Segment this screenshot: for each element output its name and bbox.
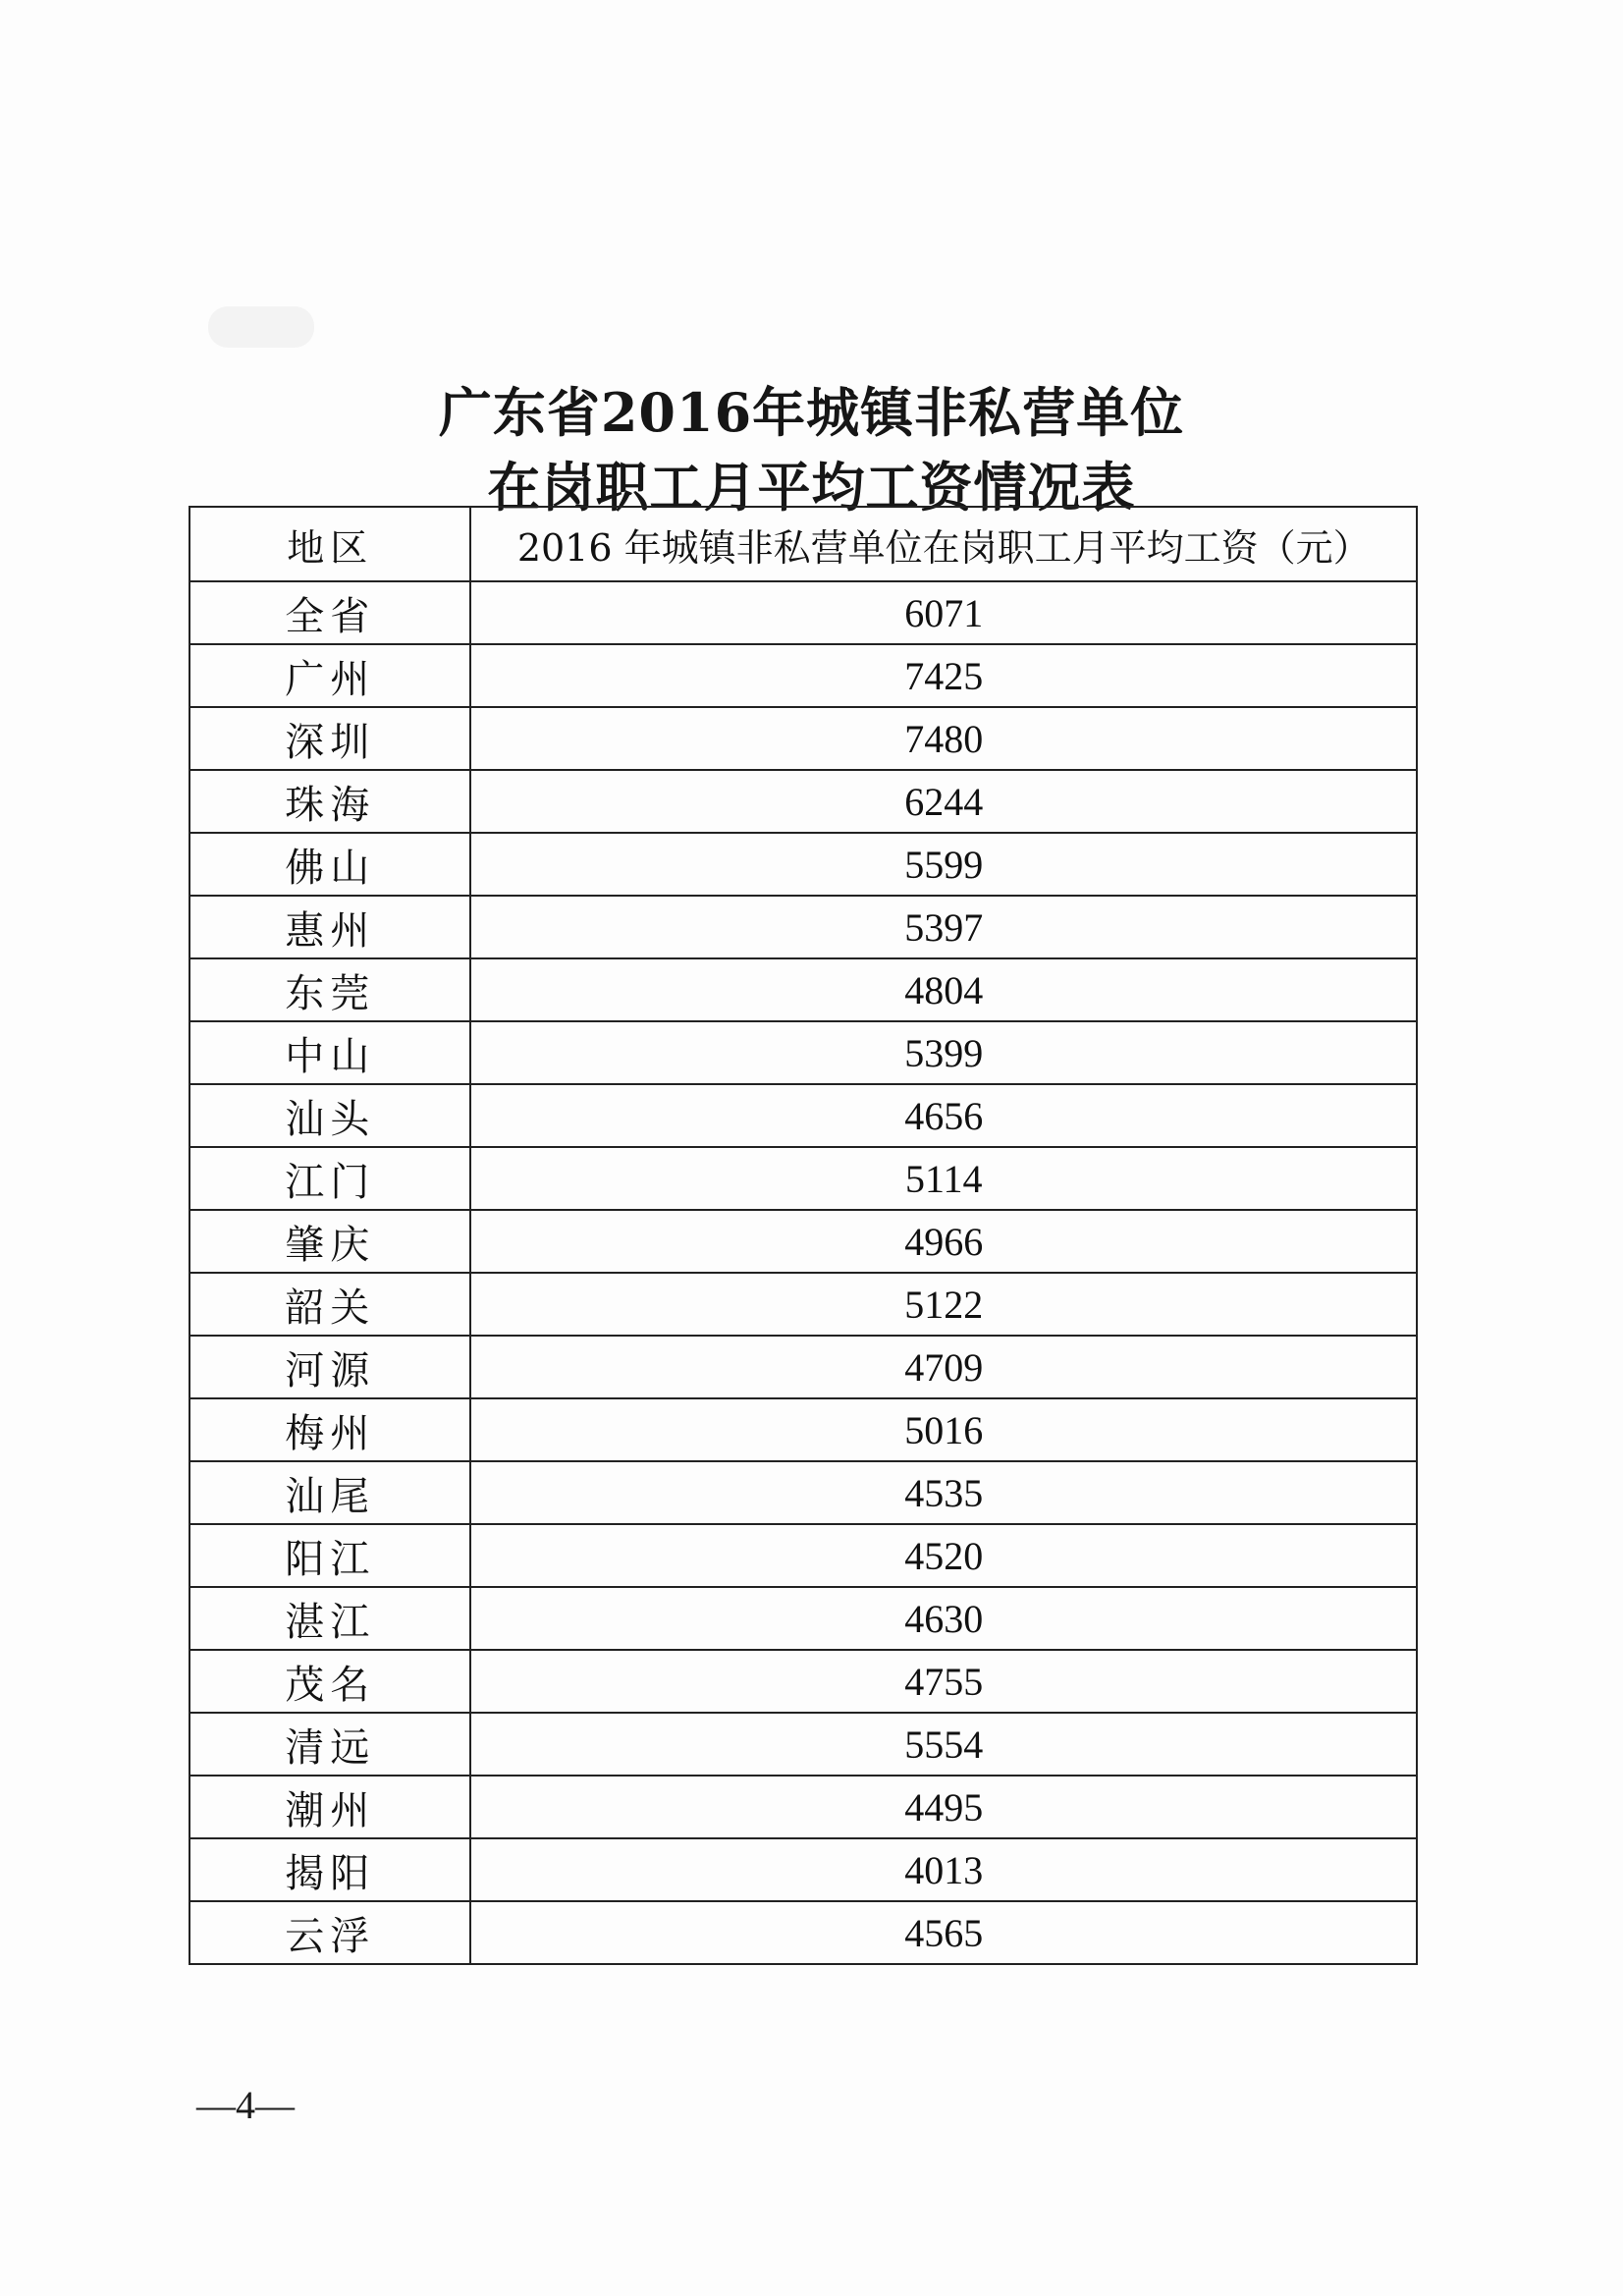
wage-value-cell: 5122 [470, 1273, 1417, 1336]
wage-value-cell: 4804 [470, 958, 1417, 1021]
wage-value-cell: 4520 [470, 1524, 1417, 1587]
table-row [189, 1650, 1417, 1713]
table-row [189, 1210, 1417, 1273]
wage-value-cell: 4630 [470, 1587, 1417, 1650]
region-cell: 汕头 [189, 1084, 470, 1147]
wage-value-cell: 5554 [470, 1713, 1417, 1776]
wage-value-cell: 4535 [470, 1461, 1417, 1524]
region-cell: 广州 [189, 644, 470, 707]
region-cell: 揭阳 [189, 1838, 470, 1901]
table-row [189, 644, 1417, 707]
scan-smudge [208, 306, 314, 348]
region-cell: 全省 [189, 581, 470, 644]
region-cell: 阳江 [189, 1524, 470, 1587]
region-cell: 佛山 [189, 833, 470, 896]
wage-value-cell: 6071 [470, 581, 1417, 644]
table-row [189, 1901, 1417, 1964]
table-row [189, 896, 1417, 958]
header-value: 2016 年城镇非私营单位在岗职工月平均工资（元） [470, 507, 1417, 581]
table-row [189, 1838, 1417, 1901]
wage-value-cell: 4709 [470, 1336, 1417, 1398]
wage-value-cell: 4966 [470, 1210, 1417, 1273]
table-row [189, 1524, 1417, 1587]
region-cell: 茂名 [189, 1650, 470, 1713]
table-row [189, 1147, 1417, 1210]
wage-value-cell: 4656 [470, 1084, 1417, 1147]
table-row [189, 581, 1417, 644]
table-row [189, 1587, 1417, 1650]
page-number: —4— [196, 2083, 295, 2127]
region-cell: 韶关 [189, 1273, 470, 1336]
document-title-line-2: 在岗职工月平均工资情况表 [487, 456, 1136, 519]
table-row [189, 958, 1417, 1021]
region-cell: 汕尾 [189, 1461, 470, 1524]
table-row [189, 833, 1417, 896]
region-cell: 珠海 [189, 770, 470, 833]
table-row [189, 1713, 1417, 1776]
region-cell: 江门 [189, 1147, 470, 1210]
region-cell: 惠州 [189, 896, 470, 958]
region-cell: 肇庆 [189, 1210, 470, 1273]
region-cell: 潮州 [189, 1776, 470, 1838]
table-row [189, 1336, 1417, 1398]
table-row [189, 707, 1417, 770]
table-row [189, 1084, 1417, 1147]
document-title-line-1: 广东省2016年城镇非私营单位 [438, 381, 1185, 444]
wage-value-cell: 5114 [470, 1147, 1417, 1210]
region-cell: 深圳 [189, 707, 470, 770]
wage-value-cell: 5599 [470, 833, 1417, 896]
table-row [189, 1398, 1417, 1461]
wage-value-cell: 5399 [470, 1021, 1417, 1084]
region-cell: 梅州 [189, 1398, 470, 1461]
wage-value-cell: 7480 [470, 707, 1417, 770]
table-row [189, 1461, 1417, 1524]
region-cell: 云浮 [189, 1901, 470, 1964]
table-row [189, 1273, 1417, 1336]
wage-value-cell: 5016 [470, 1398, 1417, 1461]
region-cell: 东莞 [189, 958, 470, 1021]
header-region: 地区 [189, 507, 470, 581]
region-cell: 河源 [189, 1336, 470, 1398]
table-row [189, 1776, 1417, 1838]
table-header-row [189, 507, 1417, 581]
wage-value-cell: 4013 [470, 1838, 1417, 1901]
wage-value-cell: 4565 [470, 1901, 1417, 1964]
region-cell: 湛江 [189, 1587, 470, 1650]
table-row [189, 1021, 1417, 1084]
wage-value-cell: 5397 [470, 896, 1417, 958]
wage-table [189, 506, 1418, 1965]
wage-value-cell: 4755 [470, 1650, 1417, 1713]
wage-value-cell: 7425 [470, 644, 1417, 707]
wage-value-cell: 6244 [470, 770, 1417, 833]
region-cell: 清远 [189, 1713, 470, 1776]
table-row [189, 770, 1417, 833]
wage-value-cell: 4495 [470, 1776, 1417, 1838]
region-cell: 中山 [189, 1021, 470, 1084]
